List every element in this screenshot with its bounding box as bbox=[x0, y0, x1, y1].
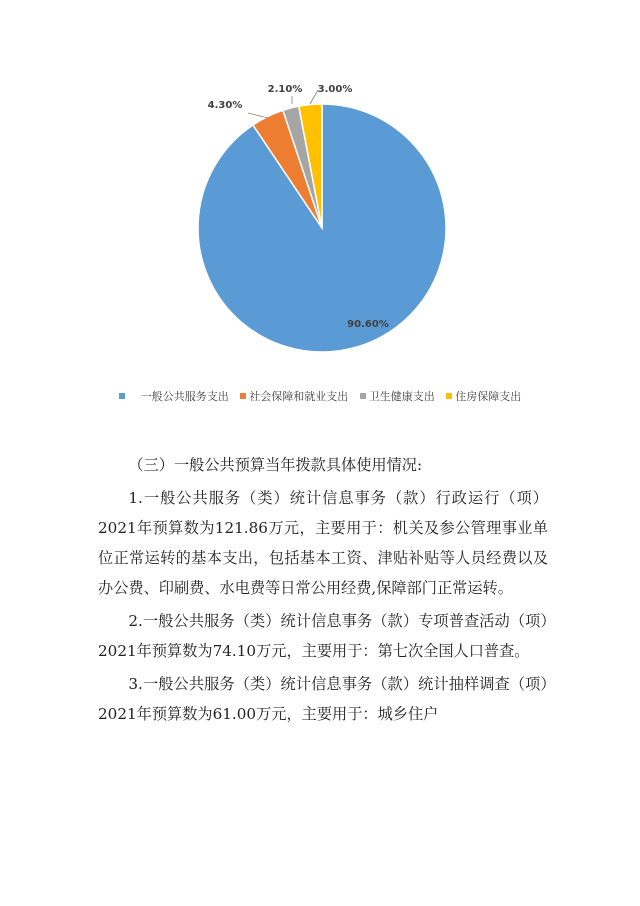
legend-item-social-security bbox=[240, 388, 348, 404]
legend-swatch bbox=[446, 393, 452, 399]
label-housing: 3.00% bbox=[317, 84, 353, 95]
legend-swatch bbox=[119, 393, 125, 399]
chart-legend bbox=[0, 388, 640, 404]
body-text bbox=[98, 450, 548, 729]
legend-label: 社会保障和就业支出 bbox=[249, 390, 349, 403]
label-social-security: 4.30% bbox=[207, 100, 243, 111]
section-heading: （三）一般公共预算当年拨款具体使用情况: bbox=[128, 456, 423, 474]
legend-item-health bbox=[360, 388, 435, 404]
legend-item-general-public-services bbox=[119, 388, 229, 404]
paragraph-1: 1.一般公共服务（类）统计信息事务（款）行政运行（项）2021年预算数为121.86万元，主要用于：机关及参公管理事业单位正常运转的基本支出，包括基本工资、津贴补贴等人员经费以及办公费、印刷费、水电费等日常公用经费,保障部门正常运转。 bbox=[98, 489, 548, 597]
pie-chart bbox=[0, 0, 640, 420]
legend-item-housing bbox=[446, 388, 521, 404]
leader-line bbox=[248, 113, 268, 118]
pie-slices bbox=[198, 104, 446, 352]
legend-label: 住房保障支出 bbox=[455, 390, 522, 403]
legend-label: 一般公共服务支出 bbox=[140, 390, 229, 403]
label-health: 2.10% bbox=[267, 84, 303, 95]
legend-swatch bbox=[360, 393, 366, 399]
paragraph-3: 3.一般公共服务（类）统计信息事务（款）统计抽样调查（项）2021年预算数为61.00万元，主要用于：城乡住户 bbox=[98, 675, 548, 723]
paragraph-2: 2.一般公共服务（类）统计信息事务（款）专项普查活动（项）2021年预算数为74.10万元，主要用于：第七次全国人口普查。 bbox=[98, 612, 548, 660]
legend-label: 卫生健康支出 bbox=[368, 390, 435, 403]
legend-swatch bbox=[240, 393, 246, 399]
label-general-public-services: 90.60% bbox=[347, 319, 389, 330]
